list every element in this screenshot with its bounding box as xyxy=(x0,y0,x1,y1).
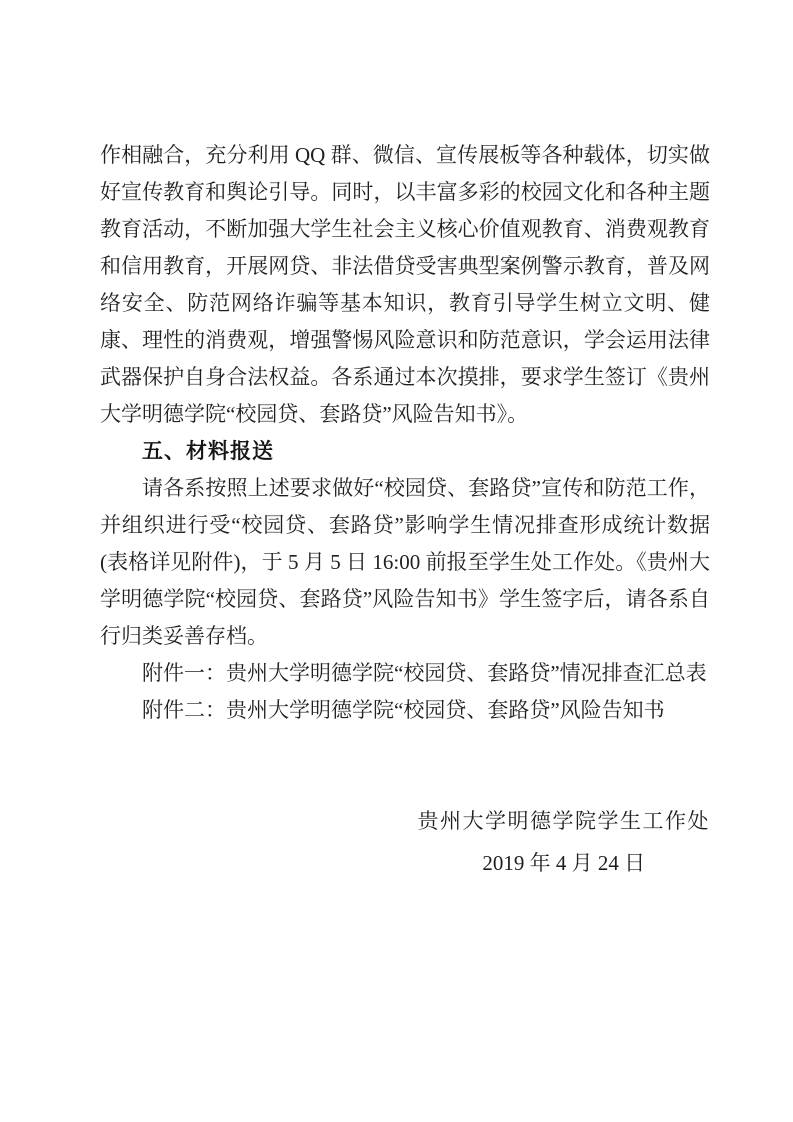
attachment-item-1: 附件一：贵州大学明德学院“校园贷、套路贷”情况排查汇总表 xyxy=(142,661,707,685)
signature-block xyxy=(418,803,711,882)
signature-issuer: 贵州大学明德学院学生工作处 xyxy=(417,809,710,833)
body-paragraph-continuation: 作相融合，充分利用 QQ 群、微信、宣传展板等各种载体，切实做好宣传教育和舆论引导。同时，以丰富多彩的校园文化和各种主题教育活动，不断加强大学生社会主义核心价值观教育、消费观教育和信用教育，开展网贷、非法借贷受害典型案例警示教育，普及网络安全、防范网络诈骗等基本知识，教育引导学生树立文明、健康、理性的消费观，增强警惕风险意识和防范意识，学会运用法律武器保护自身合法权益。各系通过本次摸排，要求学生签订《贵州大学明德学院“校园贷、套路贷”风险告知书》。 xyxy=(100,143,710,426)
attachment-item-2: 附件二：贵州大学明德学院“校园贷、套路贷”风险告知书 xyxy=(142,698,665,722)
signature-date: 2019 年 4 月 24 日 xyxy=(482,851,646,875)
body-paragraph-submission-requirements: 请各系按照上述要求做好“校园贷、套路贷”宣传和防范工作，并组织进行受“校园贷、套路贷”影响学生情况排查形成统计数据(表格详见附件)，于 5 月 5 日 16:00 前报至学生处工作处。《贵州大学明德学院“校园贷、套路贷”风险告知书》学生签字后，请各系自行归类妥善存档。 xyxy=(100,476,710,648)
section-heading-materials-submission: 五、材料报送 xyxy=(142,440,274,463)
